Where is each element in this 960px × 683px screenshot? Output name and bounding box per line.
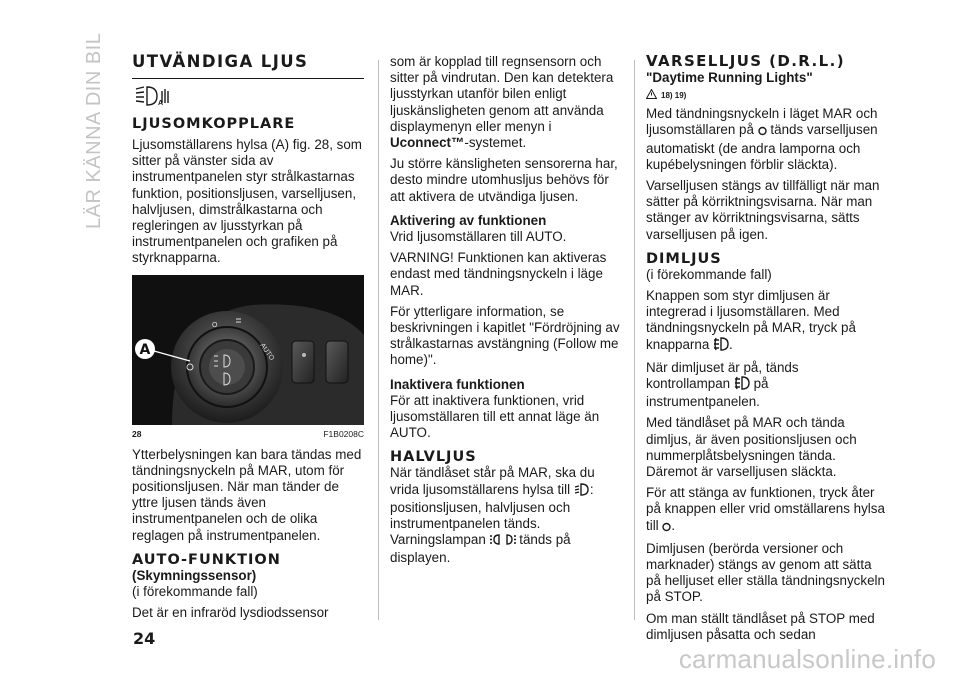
- side-chapter-title-text: LÄR KÄNNA DIN BIL: [83, 32, 105, 229]
- paragraph: Ljusomställarens hylsa (A) fig. 28, som sitter på vänster sida av instrumentpanelen styr strålkastarnas funktion, positionsljusen, varselljusen, halvljusen, dimstrålkastarna och regleringen av ljusstyrkan på instrumentpanelen och grafiken på styrknapparna.: [132, 137, 362, 266]
- paragraph: [646, 106, 886, 173]
- paragraph: [390, 465, 622, 532]
- dial-label-auto: AUTO: [258, 341, 276, 362]
- paragraph: Med tändlåset på MAR och tända dimljus, är även positionsljusen och nummerplåtsbelysningen tända. Däremot är varselljusen släckta.: [646, 415, 857, 480]
- heading-auto-function: AUTO-FUNKTION: [132, 551, 281, 568]
- paragraph-text: : positionsljusen, halvljusen och instrumentpanelen tänds.: [390, 481, 594, 532]
- paragraph-text: Varningslampan: [390, 532, 486, 548]
- headlight-auto-icon: [132, 85, 364, 112]
- heading-drl: VARSELLJUS (D.R.L.): [646, 52, 845, 70]
- paragraph: [646, 288, 886, 355]
- sub-heading-daytime-running-lights: "Daytime Running Lights": [646, 70, 813, 85]
- figure-caption: [132, 429, 364, 439]
- figure-callout-a: A: [139, 341, 151, 358]
- paragraph-text: När tändlåset står på MAR, ska du vrida ljusomställarens hylsa till: [390, 465, 595, 497]
- paragraph: Om man ställt tändlåset på STOP med dimljusen påsatta och sedan: [646, 610, 875, 642]
- warning-reference-numbers: 18) 19): [661, 90, 687, 100]
- paragraph: För att inaktivera funktionen, vrid ljusomställaren till ett annat läge än AUTO.: [390, 392, 600, 441]
- paragraph-text: Knappen som styr dimljusen är integrerad i ljusomställaren. Med tändningsnyckeln på MAR, tryck på knapparna: [646, 288, 856, 352]
- section-heading-exterior-lights: UTVÄNDIGA LJUS: [132, 52, 309, 71]
- fog-light-icon: [713, 337, 729, 355]
- warning-paragraph: VARNING! Funktionen kan aktiveras endast med tändningsnyckeln i läge MAR.: [390, 250, 607, 298]
- column-2: [390, 54, 622, 567]
- paragraph: [390, 532, 622, 566]
- paragraph: [390, 54, 622, 151]
- figure-code: F1B0208C: [323, 428, 364, 439]
- paragraph: Varselljusen stängs av tillfälligt när man sätter på körriktningsvisarna. När man stänger av körriktningsvisarna, sätts varselljusen på igen.: [646, 178, 880, 242]
- note-if-equipped: (i förekommande fall): [132, 584, 258, 600]
- heading-deactivation: Inaktivera funktionen: [390, 376, 525, 392]
- figure-number: 28: [132, 428, 142, 439]
- figure-light-switch-photo: [132, 275, 364, 425]
- sub-heading-twilight-sensor: (Skymningssensor): [132, 567, 257, 583]
- low-beam-icon: [574, 483, 590, 500]
- uconnect-brand: Uconnect™: [390, 135, 465, 151]
- paragraph-text: som är kopplad till regnsensorn och sitter på vindrutan. Den kan detektera ljusstyrkan utanför bilen enligt ljuskänsligheten genom att använda displaymenyn eller menyn i: [390, 54, 614, 134]
- heading-fog-lights: DIMLJUS: [646, 250, 722, 267]
- paragraph-text: .: [671, 517, 676, 533]
- note-if-equipped: (i förekommande fall): [646, 266, 772, 282]
- heading-rule: [132, 78, 364, 79]
- paragraph-text: på instrumentpanelen.: [646, 376, 769, 410]
- heading-low-beam: HALVLJUS: [390, 449, 477, 466]
- watermark: carmanualsonline.info: [678, 644, 936, 674]
- paragraph: Ytterbelysningen kan bara tändas med tändningsnyckeln på MAR, utom för positionsljusen. När man tänder de yttre ljusen tänds även instrumentpanelen och de olika reglagen på instrumentpanelen.: [132, 446, 362, 543]
- paragraph: För ytterligare information, se beskrivningen i kapitlet "Fördröjning av strålkastarnas avstängning (Follow me home)".: [390, 303, 620, 368]
- column-divider: [634, 60, 635, 620]
- paragraph: Vrid ljusomställaren till AUTO.: [390, 229, 567, 245]
- column-3: [646, 52, 886, 643]
- column-1: [132, 52, 364, 621]
- paragraph-text: tänds varselljusen automatiskt (de andra lamporna och kupébelysningen förblir släckta).: [646, 122, 878, 172]
- heading-activation: Aktivering av funktionen: [390, 212, 547, 228]
- svg-text:A: A: [158, 100, 164, 107]
- paragraph: Ju större känsligheten sensorerna har, desto mindre utomhusljus behövs för att aktivera de utvändiga ljusen.: [390, 156, 618, 204]
- warning-triangle-icon: [646, 89, 657, 101]
- page-number: 24: [133, 629, 156, 648]
- paragraph: [646, 360, 886, 411]
- paragraph-text: Med tändningsnyckeln i läget MAR och ljusomställaren på: [646, 106, 878, 138]
- paragraph: Dimljusen (berörda versioner och marknader) stängs av genom att sätta på helljuset eller ställa tändningsnyckeln på STOP.: [646, 540, 885, 605]
- paragraph-text: -systemet.: [464, 135, 527, 151]
- position-lights-icon: [490, 533, 516, 550]
- off-position-icon: [758, 124, 767, 140]
- paragraph-text: För att stänga av funktionen, tryck åter på knappen eller vrid omställarens hylsa till: [646, 485, 885, 533]
- warning-references: [646, 89, 886, 101]
- svg-text:O: O: [212, 321, 218, 329]
- paragraph-text: När dimljuset är på, tänds kontrollampan: [646, 359, 799, 392]
- paragraph-text: tänds på displayen.: [390, 532, 571, 566]
- sub-heading-light-switch: LJUSOMKOPPLARE: [132, 116, 296, 132]
- fog-light-indicator-icon: [734, 376, 750, 394]
- paragraph-text: .: [729, 336, 733, 352]
- paragraph: [646, 485, 886, 536]
- side-chapter-title: [72, 24, 112, 234]
- paragraph: Det är en infraröd lysdiodssensor: [132, 605, 329, 621]
- column-divider: [378, 60, 379, 620]
